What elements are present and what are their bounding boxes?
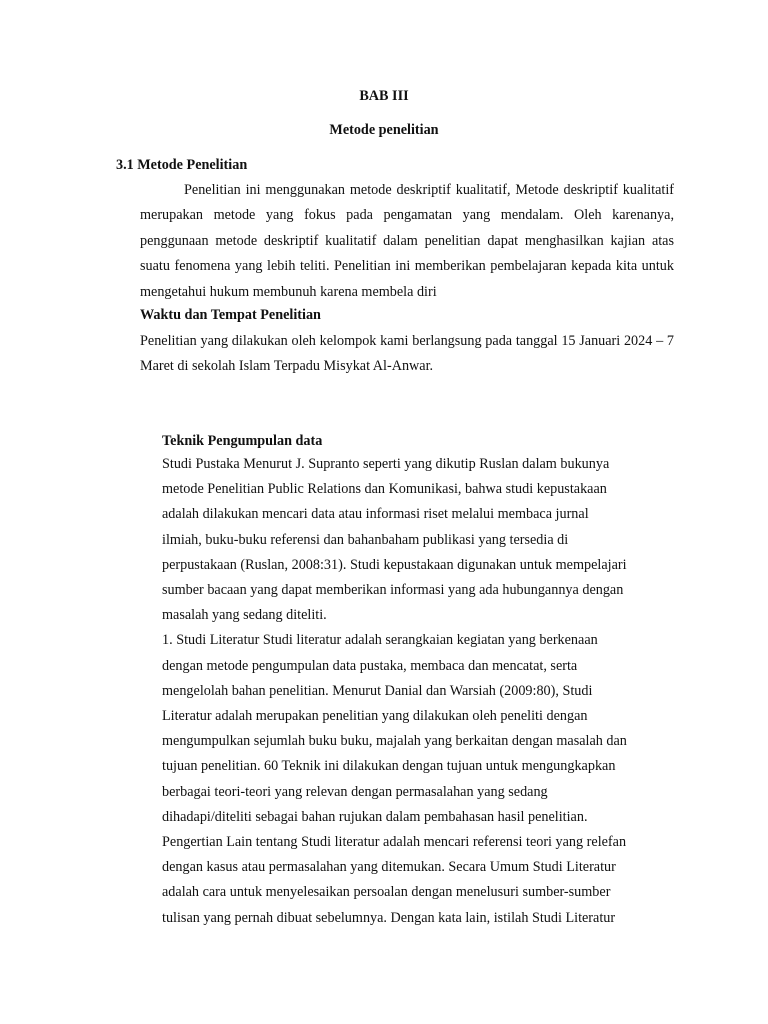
teknik-line: mengumpulkan sejumlah buku buku, majalah yang berkaitan dengan masalah dan [162, 733, 627, 750]
section-paragraph-text: Penelitian ini menggunakan metode deskriptif kualitatif, Metode deskriptif kualitatif merupakan metode yang fokus pada pengamatan yang mendalam. Oleh karenanya, penggunaan metode deskriptif kualitatif dalam penelitian dapat menghasilkan kajian atas suatu fenomena yang lebih teliti. Penelitian ini memberikan pembelajaran kepada kita untuk mengetahui hukum membunuh karena membela diri [140, 182, 674, 300]
teknik-line: Literatur adalah merupakan penelitian yang dilakukan oleh peneliti dengan [162, 708, 588, 724]
waktu-tempat-heading: Waktu dan Tempat Penelitian [140, 307, 321, 323]
chapter-heading: BAB III [359, 88, 409, 104]
teknik-line: dengan kasus atau permasalahan yang ditemukan. Secara Umum Studi Literatur [162, 859, 616, 876]
section-paragraph [140, 178, 674, 305]
teknik-heading: Teknik Pengumpulan data [162, 433, 323, 449]
teknik-line: adalah cara untuk menyelesaikan persoalan dengan menelusuri sumber-sumber [162, 884, 611, 901]
teknik-line: Pengertian Lain tentang Studi literatur adalah mencari referensi teori yang relefan [162, 834, 627, 850]
teknik-line: tulisan yang pernah dibuat sebelumnya. Dengan kata lain, istilah Studi Literatur [162, 909, 616, 926]
teknik-line: metode Penelitian Public Relations dan Komunikasi, bahwa studi kepustakaan [162, 481, 607, 498]
teknik-line: Studi Pustaka Menurut J. Supranto seperti yang dikutip Ruslan dalam bukunya [162, 456, 610, 472]
teknik-line: berbagai teori-teori yang relevan dengan permasalahan yang sedang [162, 783, 548, 800]
teknik-line: tujuan penelitian. 60 Teknik ini dilakukan dengan tujuan untuk mengungkapkan [162, 758, 616, 775]
teknik-line: ilmiah, buku-buku referensi dan bahanbaham publikasi yang tersedia di [162, 531, 569, 548]
teknik-line: 1. Studi Literatur Studi literatur adalah serangkaian kegiatan yang berkenaan [162, 632, 598, 649]
chapter-title: Metode penelitian [329, 122, 439, 138]
section-heading: 3.1 Metode Penelitian [116, 157, 248, 173]
teknik-line: adalah dilakukan mencari data atau informasi riset melalui membaca jurnal [162, 506, 589, 523]
teknik-line: mengelolah bahan penelitian. Menurut Danial dan Warsiah (2009:80), Studi [162, 682, 593, 699]
teknik-line: sumber bacaan yang dapat memberikan informasi yang ada hubungannya dengan [162, 582, 624, 598]
teknik-line: dihadapi/diteliti sebagai bahan rujukan dalam pembahasan hasil penelitian. [162, 808, 588, 825]
waktu-tempat-paragraph: Penelitian yang dilakukan oleh kelompok kami berlangsung pada tanggal 15 Januari 2024 – 7 Maret di sekolah Islam Terpadu Misykat Al-Anwar. [140, 333, 674, 375]
teknik-line: masalah yang sedang diteliti. [162, 607, 327, 624]
teknik-line: dengan metode pengumpulan data pustaka, membaca dan mencatat, serta [162, 657, 578, 674]
teknik-line: perpustakaan (Ruslan, 2008:31). Studi kepustakaan digunakan untuk mempelajari [162, 556, 627, 573]
